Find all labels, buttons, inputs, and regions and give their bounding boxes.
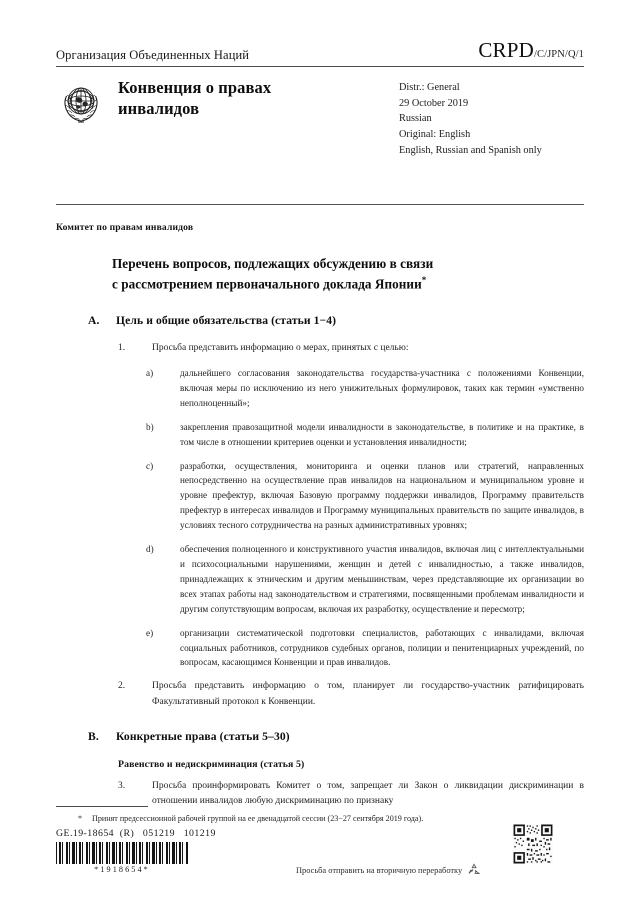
document-content bbox=[56, 222, 584, 819]
item-letter: d) bbox=[146, 544, 154, 555]
item-text: дальнейшего согласования законодательства государства-участника с положениями Конвенции, включая меры по исключению из него унижительных формулировок, таких как термин «умственно неполноценный»; bbox=[180, 368, 584, 408]
header-body-row bbox=[56, 77, 584, 158]
section-b-label: B. bbox=[88, 729, 99, 743]
title-footnote-marker: * bbox=[421, 274, 427, 285]
paragraph-2 bbox=[118, 679, 584, 709]
paragraph-2-text: Просьба представить информацию о том, планирует ли государство-участник ратифицировать Факультативный протокол к Конвенции. bbox=[152, 681, 584, 707]
un-emblem-icon bbox=[56, 78, 106, 128]
distr-general: Distr.: General bbox=[399, 82, 460, 93]
list-item bbox=[118, 366, 584, 411]
list-item bbox=[118, 420, 584, 450]
item-letter: c) bbox=[146, 460, 154, 471]
document-symbol-suffix: /C/JPN/Q/1 bbox=[533, 49, 584, 60]
page-title-line1: Перечень вопросов, подлежащих обсуждению в связи bbox=[112, 256, 434, 271]
item-text: разработки, осуществления, мониторинга и оценки планов или стратегий, направленных непосредственно на осуществление прав инвалидов на национальном и муниципальном уровне и уровне префектур, включая Базовую программу поддержки инвалидов, Программу правительств префектур в интересах инвалидов и Программу муниципальных правительств по защите инвалидов, в условиях тесного сотрудничества на разных административных уровнях; bbox=[180, 460, 584, 531]
item-letter: b) bbox=[146, 421, 154, 432]
recycle-text: Просьба отправить на вторичную переработку bbox=[296, 865, 463, 875]
document-header bbox=[56, 38, 584, 158]
organization-name: Организация Объединенных Наций bbox=[56, 48, 250, 62]
header-divider bbox=[56, 66, 584, 67]
barcode-bars-icon bbox=[56, 842, 188, 864]
list-item bbox=[118, 626, 584, 671]
paragraph-3-number: 3. bbox=[118, 780, 126, 791]
footnote-divider bbox=[56, 806, 148, 807]
barcode-number: *1918654* bbox=[94, 865, 150, 874]
section-b-title: Конкретные права (статьи 5–30) bbox=[116, 729, 290, 743]
barcode bbox=[56, 842, 188, 874]
page-title bbox=[112, 255, 584, 294]
header-top-row bbox=[56, 38, 584, 65]
committee-name: Комитет по правам инвалидов bbox=[56, 222, 194, 233]
section-heading-b bbox=[88, 730, 584, 743]
document-symbol-main: CRPD bbox=[478, 38, 534, 62]
item-text: обеспечения полноценного и конструктивного участия инвалидов, включая лиц с интеллектуальными и психосоциальными нарушениями, женщин и детей с инвалидностью, а также инвалидов, принадлежащих к этническим и другим меньшинствам, через представляющие их организации во всех этапах работы над законодательством и стратегиями, посвященными проблемам инвалидности и другим сопутствующим вопросам, включая их разработку, осуществление и пересмотр; bbox=[180, 544, 584, 614]
footnote-area bbox=[56, 806, 584, 825]
subsection-heading-equality: Равенство и недискриминация (статья 5) bbox=[118, 758, 305, 770]
item-text: организации систематической подготовки специалистов, работающих с инвалидами, включая социальных работников, сотрудников судебных органов, полиции и пенитенциарных учреждений, по вопросам, касающимся Конвенции и прав инвалидов. bbox=[180, 627, 584, 668]
item-text: закрепления правозащитной модели инвалидности в законодательстве, в политике и на практике, в том числе в отношении критериев оценки и установления инвалидности; bbox=[180, 421, 584, 447]
recycle-icon bbox=[466, 862, 482, 878]
recycle-notice bbox=[296, 862, 482, 878]
qr-code-icon bbox=[513, 824, 553, 864]
convention-brand bbox=[56, 77, 328, 158]
section-a-label: A. bbox=[88, 313, 100, 327]
list-item bbox=[118, 542, 584, 617]
distr-languages-only: English, Russian and Spanish only bbox=[399, 144, 542, 156]
document-code: GE.19-18654 (R) 051219 101219 bbox=[56, 828, 216, 839]
footnote bbox=[78, 813, 584, 825]
convention-title: Конвенция о правах инвалидов bbox=[118, 78, 272, 119]
paragraph-3 bbox=[118, 779, 584, 809]
paragraph-3-text: Просьба проинформировать Комитет о том, запрещает ли Закон о ликвидации дискриминации в отношении инвалидов любую дискриминацию по признаку bbox=[152, 780, 584, 806]
distribution-block bbox=[399, 77, 584, 158]
paragraph-1 bbox=[118, 341, 584, 356]
footnote-marker: * bbox=[78, 814, 83, 823]
document-symbol bbox=[478, 38, 584, 63]
paragraph-2-number: 2. bbox=[118, 681, 126, 692]
distr-original: Original: English bbox=[399, 128, 471, 140]
paragraph-1-number: 1. bbox=[118, 342, 126, 353]
body-divider bbox=[56, 204, 584, 205]
paragraph-1-text: Просьба представить информацию о мерах, принятых с целью: bbox=[152, 342, 409, 353]
section-a-title: Цель и общие обязательства (статьи 1−4) bbox=[116, 313, 337, 327]
page-title-line2: с рассмотрением первоначального доклада Японии bbox=[112, 276, 422, 292]
footnote-text: Принят предсессионной рабочей группой на ее двенадцатой сессии (23−27 сентября 2019 года). bbox=[92, 814, 424, 823]
distr-date: 29 October 2019 bbox=[399, 97, 469, 109]
item-letter: a) bbox=[146, 368, 154, 379]
distr-language: Russian bbox=[399, 113, 432, 125]
item-letter: e) bbox=[146, 627, 154, 638]
list-item bbox=[118, 459, 584, 534]
section-heading-a bbox=[88, 314, 584, 327]
